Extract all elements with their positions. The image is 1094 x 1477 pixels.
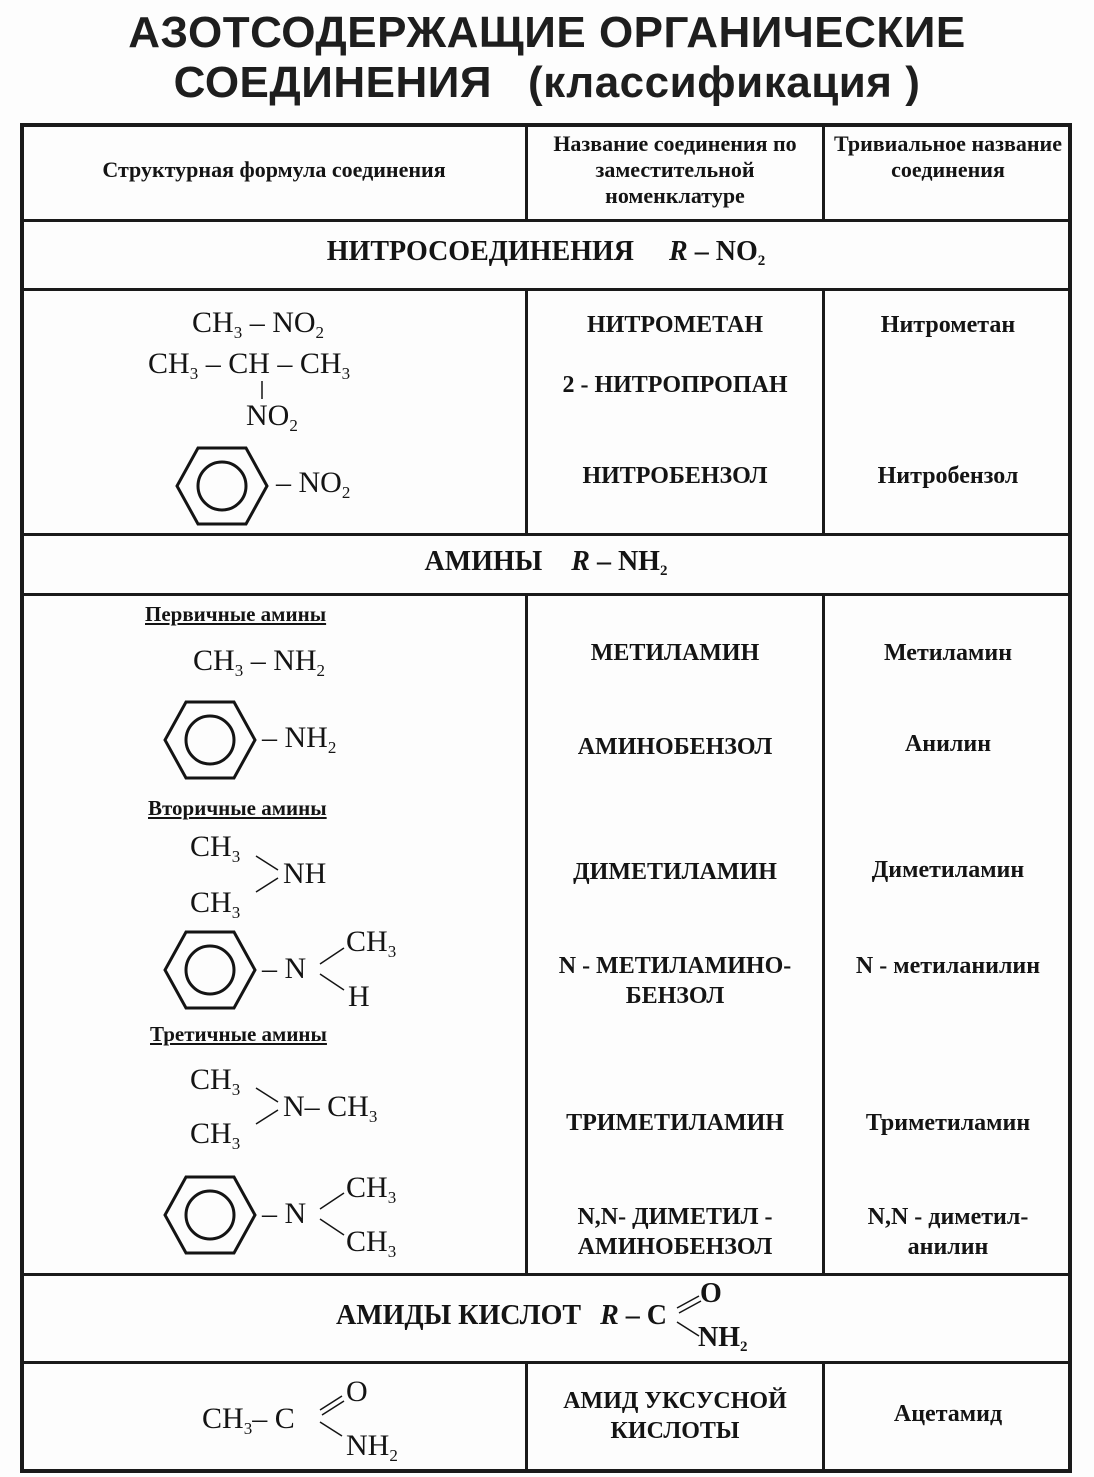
section-amines — [24, 546, 1068, 580]
formula-dimethylaniline-ch3-bottom: $CH_3$ — [346, 1225, 397, 1261]
bond-lines — [254, 852, 284, 896]
trivial-dimethylamine: Диметиламин — [871, 857, 1025, 883]
formula-group: NO — [715, 236, 758, 267]
name-nitromethane: НИТРОМЕТАН — [586, 312, 763, 338]
name-n-methylaminobenzene: N - МЕТИЛАМИНО- БЕНЗОЛ — [558, 953, 792, 1009]
formula-dash: – — [596, 546, 611, 577]
formula-r: R — [669, 236, 688, 267]
section-amides — [336, 1300, 667, 1332]
name-acetic-acid-amide: АМИД УКСУСНОЙ КИСЛОТЫ — [563, 1388, 787, 1444]
rule-amides-section — [20, 1361, 1072, 1364]
name-dimethylamine: ДИМЕТИЛАМИН — [573, 859, 777, 885]
formula-nitro-group: $NO_2$ — [246, 399, 298, 435]
trivial-n-methylaniline: N - метиланилин — [855, 953, 1041, 979]
formula-2-nitropropane: $CH_3$ – CH – $CH_3$ — [148, 347, 351, 383]
page-title-line1: АЗОТСОДЕРЖАЩИЕ ОРГАНИЧЕСКИЕ — [128, 8, 966, 57]
title-subtitle: (классификация ) — [528, 58, 921, 107]
bond-line — [261, 381, 265, 401]
formula-n-methylaniline-ch3: $CH_3$ — [346, 925, 397, 961]
name-trimethylamine: ТРИМЕТИЛАМИН — [566, 1110, 784, 1136]
formula-subscript: 2 — [659, 563, 668, 579]
col-divider — [525, 288, 528, 535]
bond-lines — [254, 1084, 284, 1128]
col-divider — [822, 288, 825, 535]
name-aminobenzene: АМИНОБЕНЗОЛ — [577, 734, 773, 760]
title-main: СОЕДИНЕНИЯ — [173, 58, 493, 107]
bond-lines — [318, 944, 348, 994]
subheading-tertiary-amines: Третичные амины — [150, 1022, 327, 1046]
section-nitro-compounds — [24, 236, 1068, 270]
formula-r: R — [571, 546, 590, 577]
formula-trimethylamine-ch3-top: $CH_3$ — [190, 1063, 241, 1099]
section-label: АМИДЫ КИСЛОТ — [336, 1300, 582, 1331]
name-nn-dimethylaminobenzene: N,N- ДИМЕТИЛ - АМИНОБЕНЗОЛ — [577, 1204, 773, 1260]
formula-aniline-group: – $NH_2$ — [262, 721, 337, 757]
rule-amines-section — [20, 593, 1072, 596]
trivial-aniline: Анилин — [904, 731, 992, 757]
formula-acetamide-o: O — [346, 1375, 368, 1408]
formula-group: NH — [617, 546, 660, 577]
formula-oxygen: O — [700, 1278, 722, 1309]
formula-dimethylaniline-ch3-top: $CH_3$ — [346, 1171, 397, 1207]
trivial-nitromethane: Нитрометан — [880, 312, 1016, 338]
bond-lines — [318, 1189, 348, 1239]
formula-r: R — [600, 1300, 619, 1331]
formula-acetamide-nh2: $NH_2$ — [346, 1429, 398, 1465]
bond-lines — [675, 1292, 705, 1342]
formula-dimethylamine-nh: NH — [283, 857, 327, 890]
header-structural-formula: Структурная формула соединения — [102, 157, 446, 182]
name-2-nitropropane: 2 - НИТРОПРОПАН — [562, 372, 788, 398]
formula-n-methylaniline-n: – N — [262, 952, 307, 985]
col-divider — [525, 593, 528, 1275]
benzene-ring-icon — [175, 446, 269, 526]
section-label: АМИНЫ — [424, 546, 543, 577]
formula-subscript: 2 — [757, 253, 766, 269]
header-systematic-name: Название соединения по заместительной номенклатуре — [553, 131, 797, 208]
formula-n-methylaniline-h: H — [348, 980, 370, 1013]
formula-amide-nh2: $NH_2$ — [698, 1322, 748, 1355]
trivial-methylamine: Метиламин — [883, 640, 1013, 666]
benzene-ring-icon — [163, 1175, 257, 1255]
trivial-nitrobenzene: Нитробензол — [877, 463, 1019, 489]
rule-amines-rows — [20, 1273, 1072, 1276]
formula-nitrobenzene-group: – $NO_2$ — [276, 466, 351, 502]
page-title-line2 — [0, 58, 1094, 108]
formula-methylamine: $CH_3 - NH_2$ — [193, 644, 326, 680]
formula-dimethylamine-ch3-top: $CH_3$ — [190, 830, 241, 866]
trivial-nn-dimethylaniline: N,N - диметил- анилин — [867, 1204, 1029, 1260]
trivial-acetamide: Ацетамид — [893, 1401, 1003, 1427]
formula-nitromethane: $CH_3 - NO_2$ — [192, 306, 325, 342]
col-divider — [525, 123, 528, 221]
formula-trimethylamine-ch3-bottom: $CH_3$ — [190, 1117, 241, 1153]
rule-nitro-rows — [20, 533, 1072, 536]
name-methylamine: МЕТИЛАМИН — [590, 640, 760, 666]
formula-acetamide: $CH_3-$ C — [202, 1402, 295, 1438]
col-divider — [822, 1361, 825, 1473]
bond-lines — [318, 1390, 348, 1442]
formula-dimethylaniline-n: – N — [262, 1197, 307, 1230]
subheading-primary-amines: Первичные амины — [145, 602, 327, 626]
col-divider — [525, 1361, 528, 1473]
formula-dash: – — [625, 1300, 640, 1331]
section-label: НИТРОСОЕДИНЕНИЯ — [326, 236, 635, 267]
benzene-ring-icon — [163, 930, 257, 1010]
rule-nitro-section — [20, 288, 1072, 291]
name-nitrobenzene: НИТРОБЕНЗОЛ — [582, 463, 768, 489]
formula-carbon: C — [646, 1300, 668, 1331]
col-divider — [822, 123, 825, 221]
trivial-trimethylamine: Триметиламин — [865, 1110, 1031, 1136]
benzene-ring-icon — [163, 700, 257, 780]
formula-trimethylamine-n: N– $CH_3$ — [283, 1090, 378, 1126]
formula-dash: – — [694, 236, 709, 267]
header-trivial-name: Тривиальное название соединения — [834, 131, 1062, 182]
rule-header — [20, 219, 1072, 222]
col-divider — [822, 593, 825, 1275]
subheading-secondary-amines: Вторичные амины — [148, 796, 327, 820]
formula-dimethylamine-ch3-bottom: $CH_3$ — [190, 886, 241, 922]
